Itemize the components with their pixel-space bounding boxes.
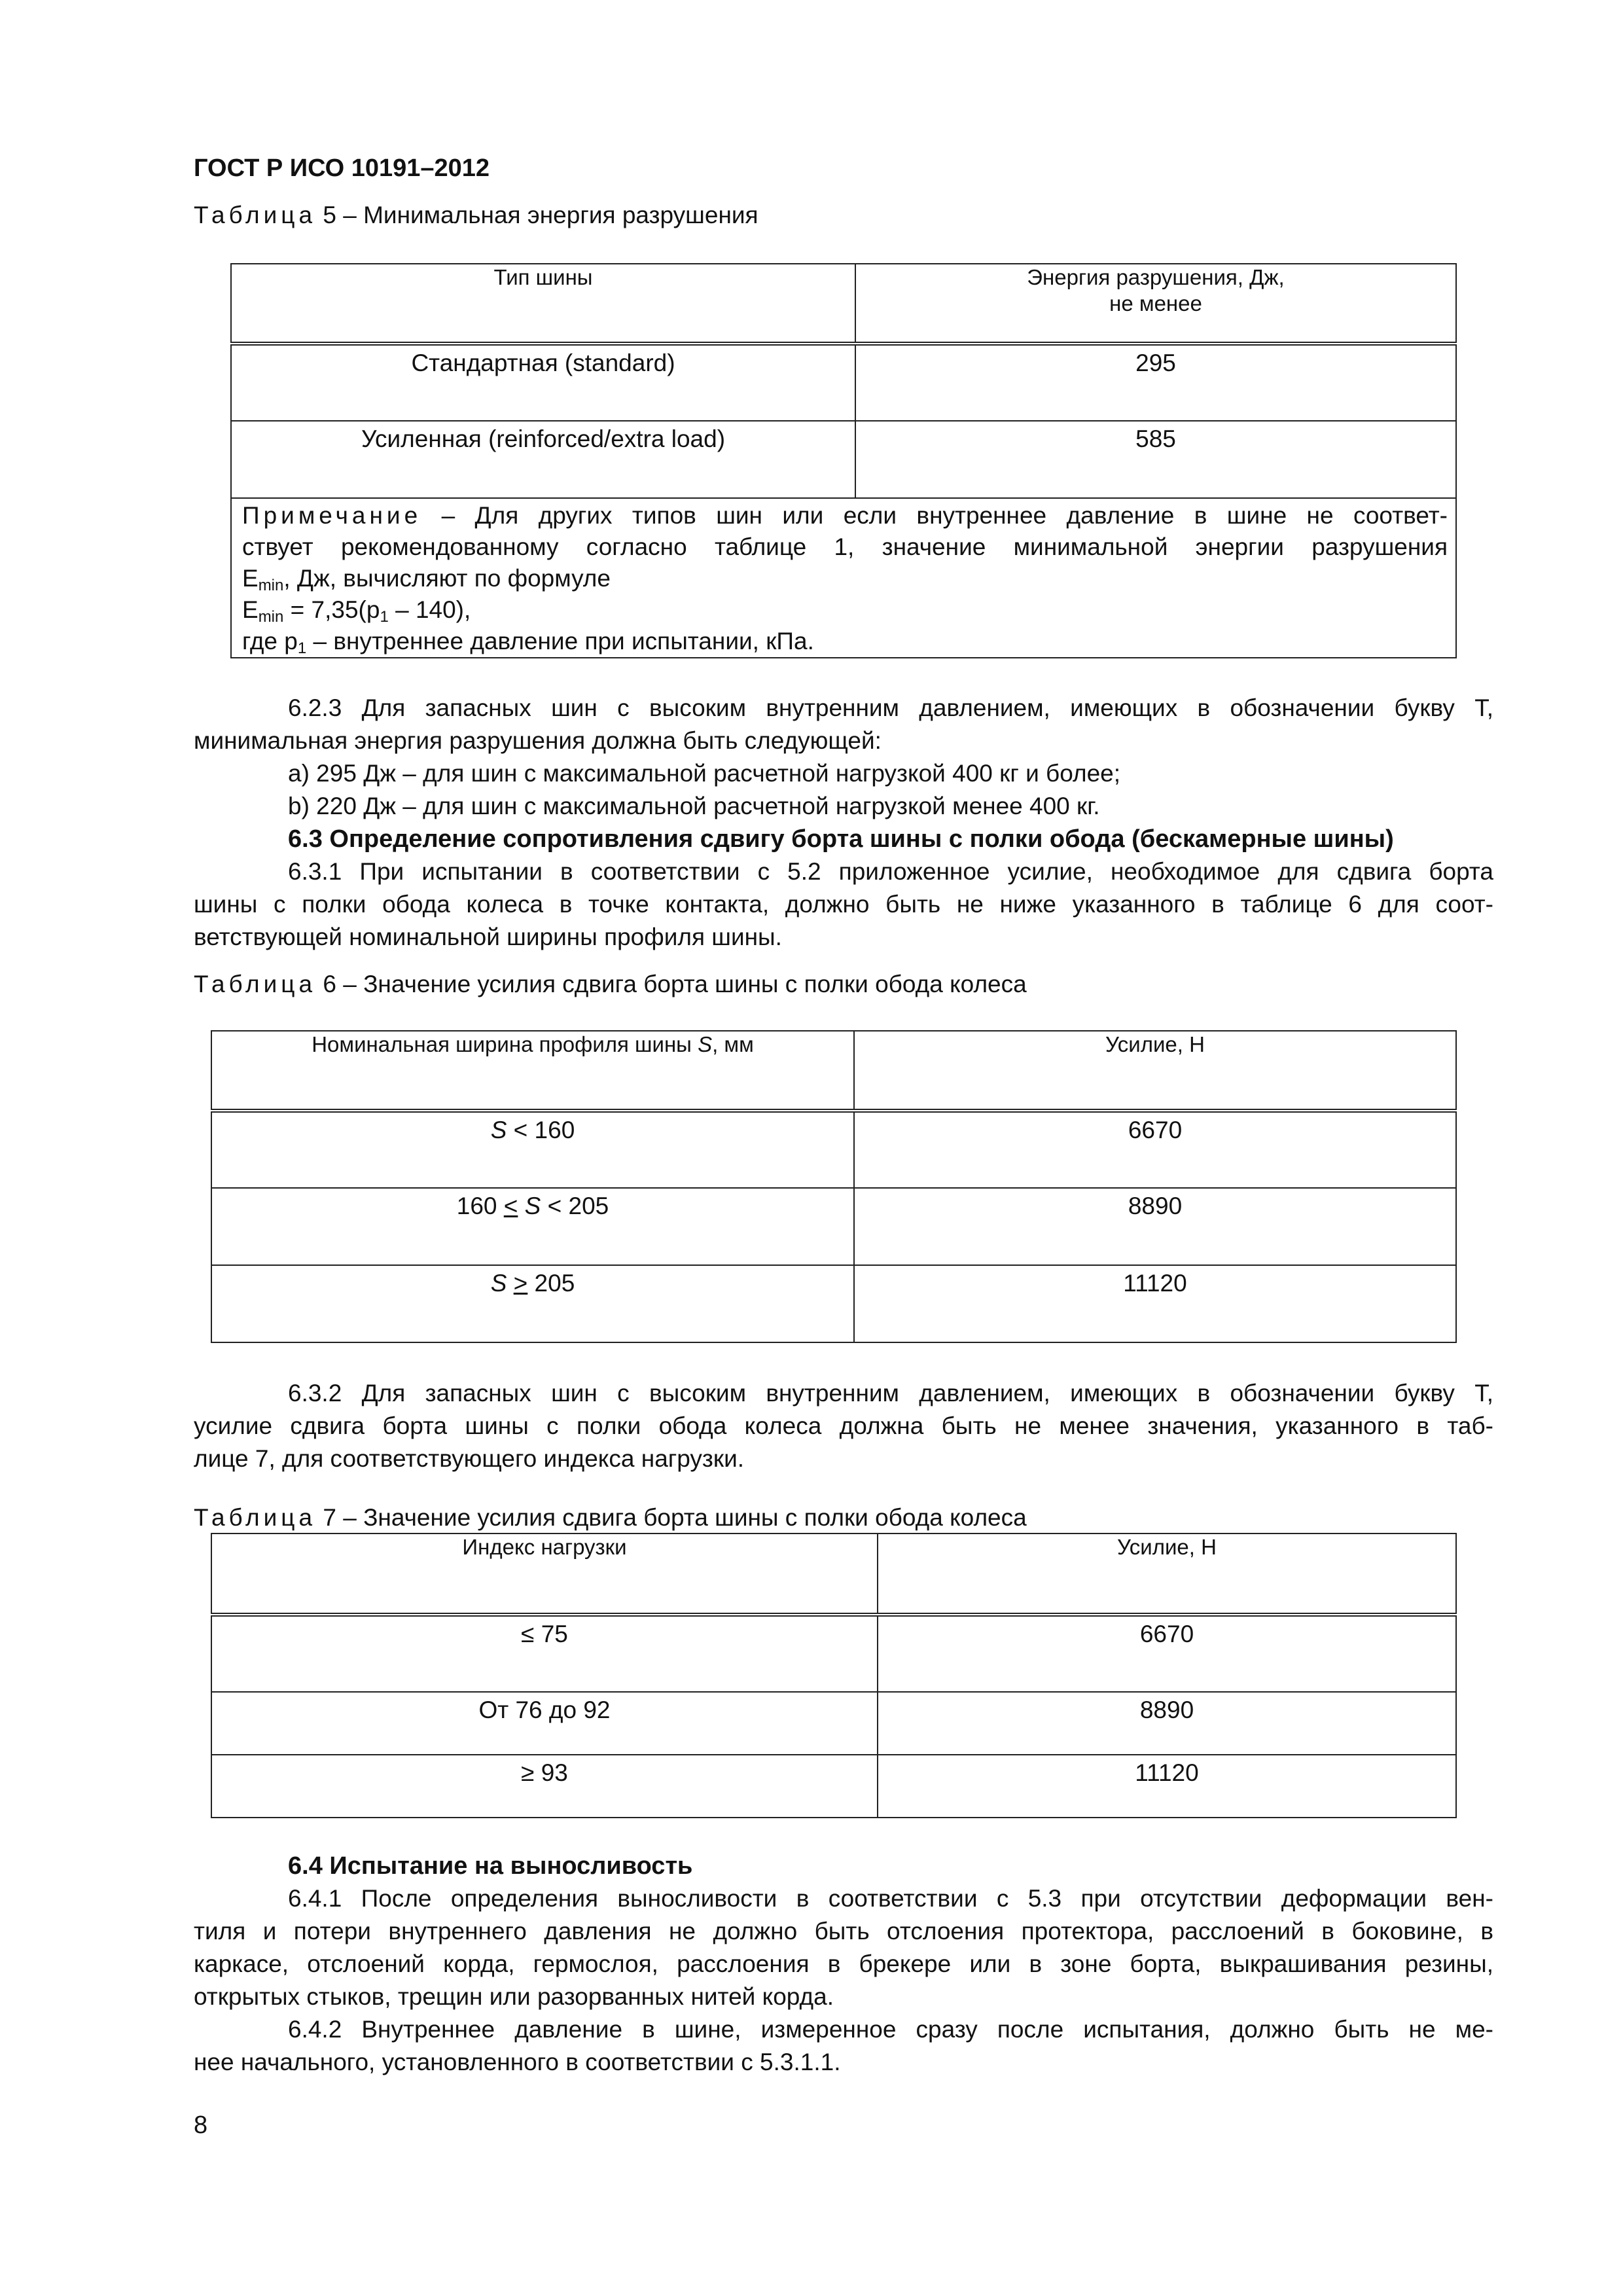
text-line: лице 7, для соответствующего индекса нагрузки. xyxy=(194,1445,745,1472)
table5-where xyxy=(242,626,1448,657)
table6-force-cell: 11120 xyxy=(854,1265,1456,1342)
table5-type-cell: Усиленная (reinforced/extra load) xyxy=(231,421,855,498)
table5-note xyxy=(231,498,1456,658)
min-subscript: min xyxy=(258,608,284,626)
table-row xyxy=(211,1755,1456,1818)
table7-caption-word: Таблица xyxy=(194,1504,317,1531)
section-heading: 6.4 Испытание на выносливость xyxy=(288,1852,693,1880)
table6-caption-text: 6 – Значение усилия сдвига борта шины с полки обода колеса xyxy=(323,971,1027,997)
formula-text: = 7,35(p xyxy=(283,596,380,623)
table-row xyxy=(211,1692,1456,1755)
table-row xyxy=(231,421,1456,498)
header-text: , мм xyxy=(712,1032,754,1056)
note-text: , Дж, вычисляют по формуле xyxy=(283,565,611,592)
text-line: тиля и потери внутреннего давления не должно быть отслоения протектора, расслоений в боковине, в xyxy=(194,1918,1493,1945)
table-row xyxy=(211,1111,1456,1188)
cell-text: < 160 xyxy=(507,1117,575,1143)
text-line: шины с полки обода колеса в точке контакта, должно быть не ниже указанного в таблице 6 для соот- xyxy=(194,891,1493,918)
table5-note-line3 xyxy=(242,563,1448,594)
table7-index-cell: От 76 до 92 xyxy=(211,1692,878,1755)
header-text: Номинальная ширина профиля шины xyxy=(312,1032,698,1056)
text-line: каркасе, отслоений корда, гермослоя, расслоения в брекере или в зоне борта, выкрашивания резины, xyxy=(194,1950,1493,1977)
text-line: 6.4.1 После определения выносливости в соответствии с 5.3 при отсутствии деформации вен- xyxy=(288,1885,1493,1912)
paragraph-6-2-3 xyxy=(194,692,1493,954)
table5-energy-header-line1: Энергия разрушения, Дж, xyxy=(1027,265,1285,289)
section-heading: 6.3 Определение сопротивления сдвигу борта шины с полки обода (бескамерные шины) xyxy=(288,825,1394,853)
ge-symbol: > xyxy=(513,1270,528,1297)
text-line: 6.3.2 Для запасных шин с высоким внутренним давлением, имеющих в обозначении букву Т, xyxy=(288,1380,1493,1407)
text-line: 6.3.1 При испытании в соответствии с 5.2 приложенное усилие, необходимое для сдвига борта xyxy=(288,858,1493,885)
paragraph-6-3-2 xyxy=(194,1377,1493,1475)
table5-energy-cell: 295 xyxy=(855,344,1456,421)
table5-note-line2: ствует рекомендованному согласно таблице 1, значение минимальной энергии разрушения xyxy=(242,533,1448,560)
table7-caption-text: 7 – Значение усилия сдвига борта шины с полки обода колеса xyxy=(323,1504,1027,1531)
table-row xyxy=(211,1615,1456,1692)
s-variable: S xyxy=(490,1270,507,1297)
e-symbol: E xyxy=(242,596,259,623)
text-line: минимальная энергия разрушения должна быть следующей: xyxy=(194,727,882,754)
table-row xyxy=(211,1188,1456,1265)
note-label: Примечание xyxy=(242,502,422,529)
list-item: b) 220 Дж – для шин с максимальной расчетной нагрузкой менее 400 кг. xyxy=(288,793,1100,819)
table6-col-width-header xyxy=(211,1031,854,1111)
le-symbol: < xyxy=(503,1193,518,1219)
table5-energy-header-line2: не менее xyxy=(1109,291,1202,315)
table6-caption-word: Таблица xyxy=(194,971,317,997)
cell-text: 205 xyxy=(527,1270,575,1297)
table5-energy-cell: 585 xyxy=(855,421,1456,498)
document-code: ГОСТ Р ИСО 10191–2012 xyxy=(194,154,490,182)
s-variable: S xyxy=(698,1032,713,1056)
s-variable: S xyxy=(490,1117,507,1143)
table5-note-line1 xyxy=(242,500,1448,531)
table7-force-cell: 8890 xyxy=(878,1692,1456,1755)
p-subscript: 1 xyxy=(297,639,307,657)
table5 xyxy=(230,263,1457,658)
table7-index-cell: ≤ 75 xyxy=(211,1615,878,1692)
table6-width-cell xyxy=(211,1265,854,1342)
cell-text: 160 xyxy=(456,1193,504,1219)
table7-force-cell: 11120 xyxy=(878,1755,1456,1818)
table5-note-row xyxy=(231,498,1456,658)
table6-width-cell xyxy=(211,1111,854,1188)
text-line: ветствующей номинальной ширины профиля шины. xyxy=(194,924,782,950)
table5-col-energy-header xyxy=(855,264,1456,344)
table-row xyxy=(231,344,1456,421)
table7-col-index-header: Индекс нагрузки xyxy=(211,1534,878,1615)
table6-force-cell: 8890 xyxy=(854,1188,1456,1265)
where-text: где p xyxy=(242,628,298,655)
table6-width-cell xyxy=(211,1188,854,1265)
s-variable: S xyxy=(524,1193,541,1219)
text-line: усилие сдвига борта шины с полки обода колеса должна быть не менее значения, указанного в таб- xyxy=(194,1412,1493,1439)
page-number: 8 xyxy=(194,2111,208,2139)
table5-col-type-header: Тип шины xyxy=(231,264,855,344)
table6-header-row xyxy=(211,1031,1456,1111)
table5-caption-text: 5 – Минимальная энергия разрушения xyxy=(323,202,758,228)
note-text: – Для других типов шин или если внутреннее давление в шине не соответ- xyxy=(441,502,1448,529)
table5-header-row xyxy=(231,264,1456,344)
table7-index-cell: ≥ 93 xyxy=(211,1755,878,1818)
cell-text: < 205 xyxy=(541,1193,609,1219)
min-subscript: min xyxy=(258,577,284,594)
text-line: 6.4.2 Внутреннее давление в шине, измеренное сразу после испытания, должно быть не ме- xyxy=(288,2016,1493,2043)
table7-header-row xyxy=(211,1534,1456,1615)
text-line: открытых стыков, трещин или разорванных нитей корда. xyxy=(194,1983,834,2010)
where-text: – внутреннее давление при испытании, кПа. xyxy=(306,628,814,655)
table-row xyxy=(211,1265,1456,1342)
table6 xyxy=(211,1030,1457,1343)
text-line: 6.2.3 Для запасных шин с высоким внутренним давлением, имеющих в обозначении букву Т, xyxy=(288,694,1493,721)
p-subscript: 1 xyxy=(380,608,389,626)
table6-col-force-header: Усилие, Н xyxy=(854,1031,1456,1111)
table5-caption-word: Таблица xyxy=(194,202,317,228)
table7-caption xyxy=(194,1504,1027,1532)
table5-type-cell: Стандартная (standard) xyxy=(231,344,855,421)
table7 xyxy=(211,1533,1457,1818)
e-symbol: E xyxy=(242,565,259,592)
section-6-4 xyxy=(194,1850,1493,2079)
table6-caption xyxy=(194,971,1027,998)
formula-text: – 140), xyxy=(388,596,471,623)
text-line: нее начального, установленного в соответствии с 5.3.1.1. xyxy=(194,2049,841,2075)
table5-formula xyxy=(242,594,1448,626)
table7-force-cell: 6670 xyxy=(878,1615,1456,1692)
table7-col-force-header: Усилие, Н xyxy=(878,1534,1456,1615)
table6-force-cell: 6670 xyxy=(854,1111,1456,1188)
list-item: a) 295 Дж – для шин с максимальной расчетной нагрузкой 400 кг и более; xyxy=(288,760,1121,787)
table5-caption xyxy=(194,202,758,229)
